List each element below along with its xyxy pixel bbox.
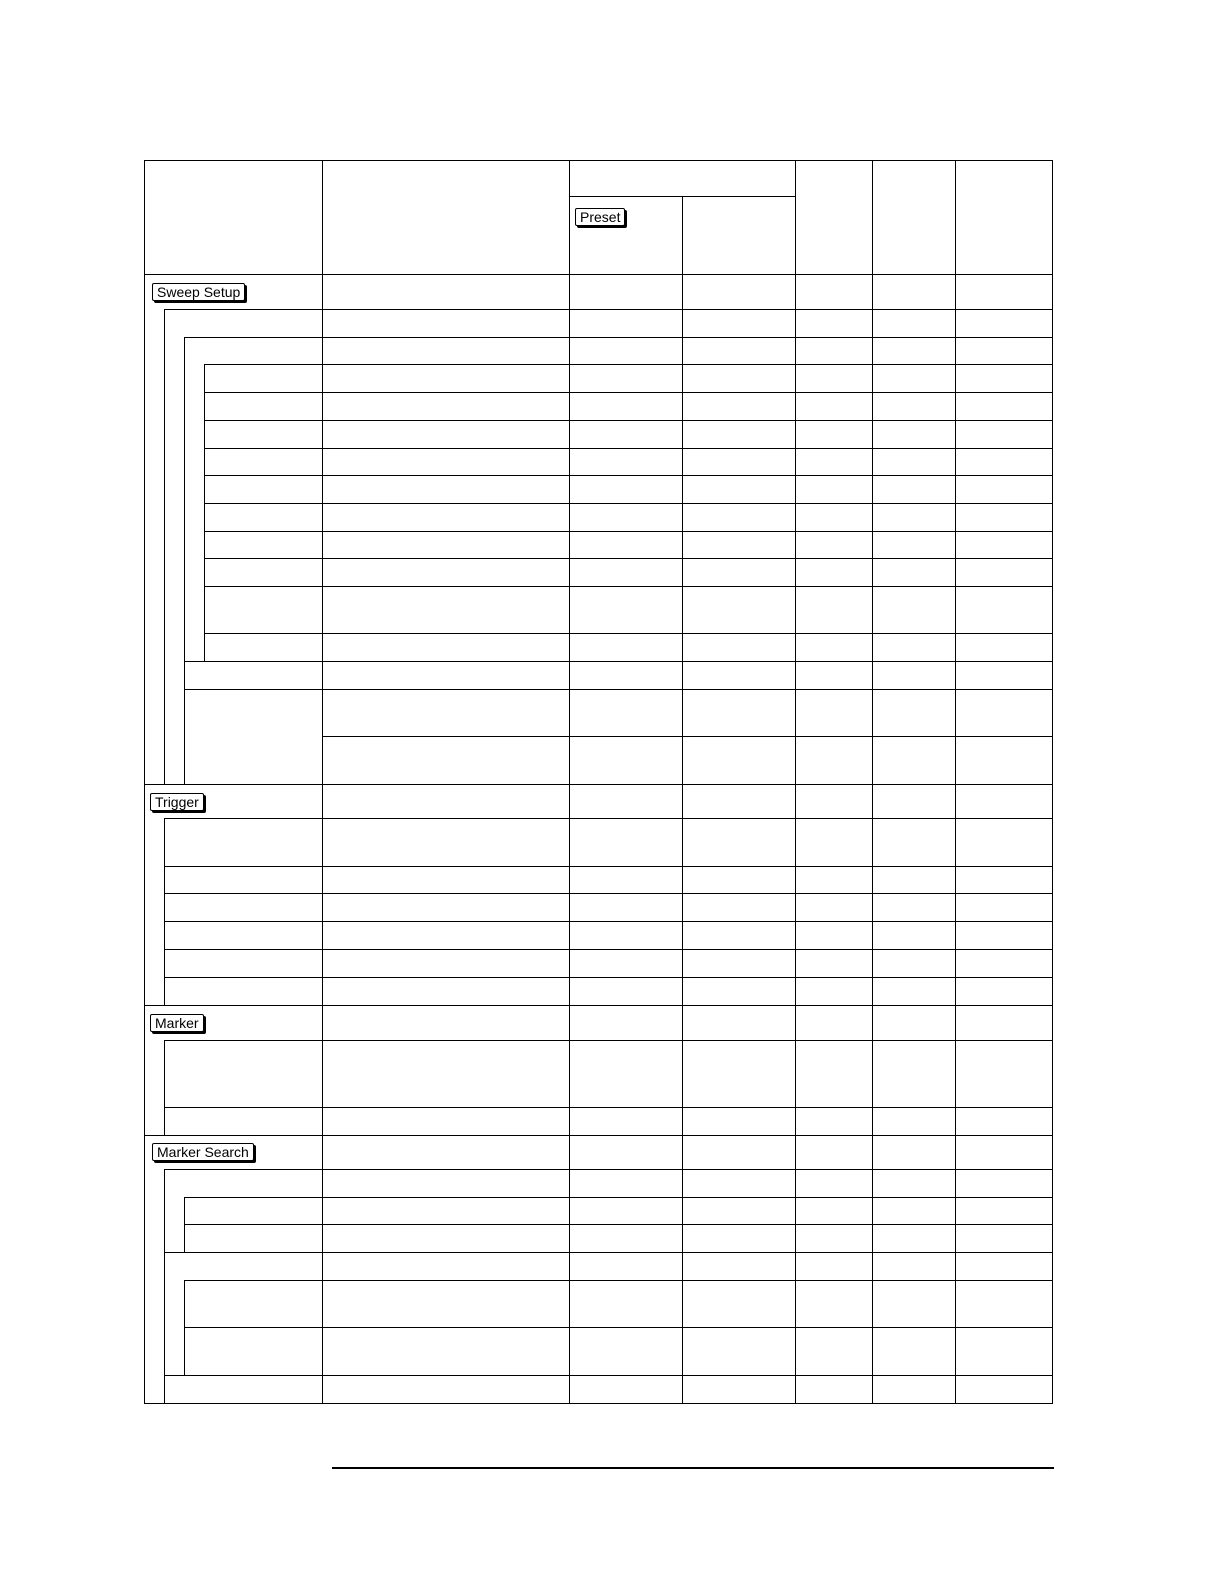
row-rule [204,503,1053,504]
row-rule [164,866,1053,867]
row-rule [184,689,1053,690]
row-rule [322,736,1053,737]
row-rule [164,893,1053,894]
row-rule [184,661,1053,662]
tree-indent-line [164,818,165,1006]
row-rule [204,448,1053,449]
row-rule [204,364,1053,365]
row-rule [204,531,1053,532]
row-rule [164,818,1053,819]
tree-indent-line [184,1197,185,1253]
row-rule [204,633,1053,634]
column-divider [872,160,873,1404]
row-rule [184,337,1053,338]
footer-rule [332,1467,1054,1469]
sweep-setup-key[interactable]: Sweep Setup [152,283,245,301]
column-divider [322,160,323,1404]
table-border-bottom [144,1403,1053,1404]
row-rule [204,392,1053,393]
row-rule [164,309,1053,310]
table-border-top [144,160,1053,161]
tree-indent-line [164,309,165,785]
row-rule [204,475,1053,476]
row-rule [184,1327,1053,1328]
row-rule [204,586,1053,587]
header-bottom-rule [144,274,1053,275]
row-rule [184,1224,1053,1225]
preset-key[interactable]: Preset [575,208,625,226]
table-border-left [144,160,145,1404]
tree-indent-line [164,1169,165,1404]
tree-indent-line [164,1040,165,1136]
table-border-right [1052,160,1053,1404]
row-rule [164,1169,1053,1170]
tree-indent-line [204,364,205,662]
column-divider [682,196,683,1404]
row-rule [164,1040,1053,1041]
tree-indent-line [184,1280,185,1376]
marker-search-key[interactable]: Marker Search [152,1143,254,1161]
row-rule [164,1375,1053,1376]
tree-indent-line [184,337,185,785]
row-rule [164,921,1053,922]
row-rule [164,1107,1053,1108]
section-separator [144,1005,1053,1006]
column-divider [955,160,956,1404]
row-rule [164,977,1053,978]
column-divider [795,160,796,1404]
section-separator [144,1135,1053,1136]
marker-key[interactable]: Marker [150,1014,204,1032]
section-separator [144,784,1053,785]
trigger-key[interactable]: Trigger [150,793,204,811]
row-rule [184,1280,1053,1281]
row-rule [164,1252,1053,1253]
row-rule [204,420,1053,421]
row-rule [204,558,1053,559]
row-rule [164,949,1053,950]
row-rule [184,1197,1053,1198]
column-divider [569,160,570,1404]
